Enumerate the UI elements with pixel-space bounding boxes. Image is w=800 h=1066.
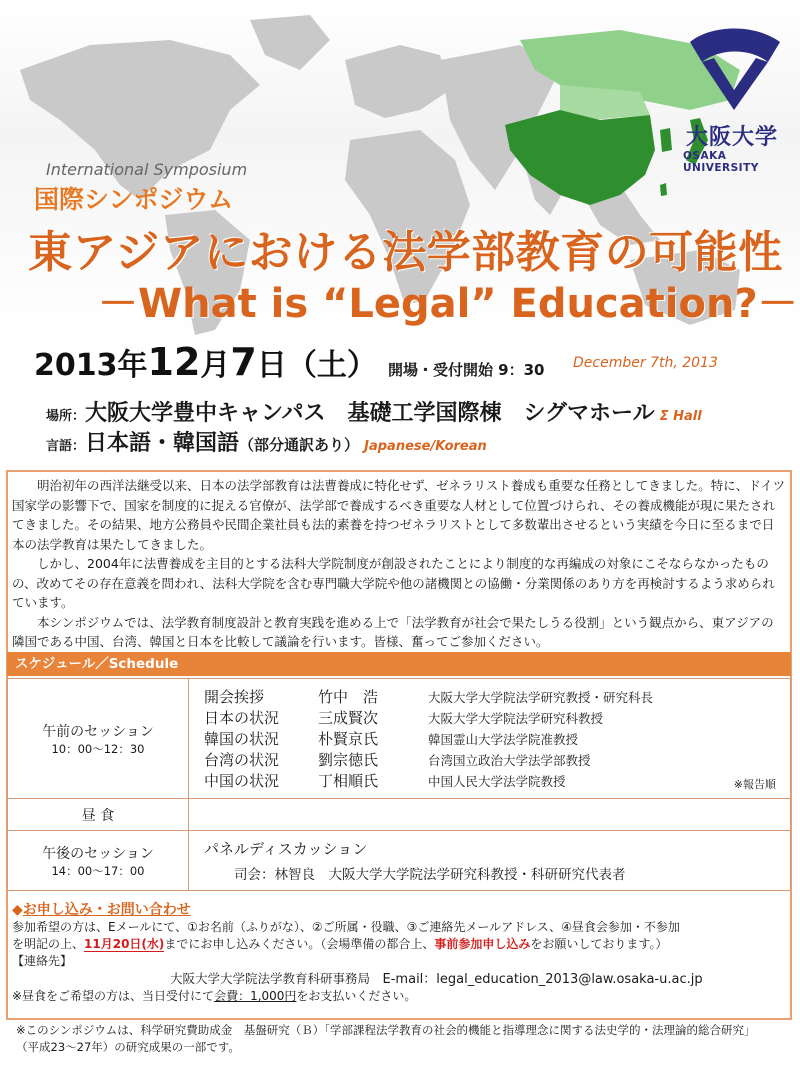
talk-speaker: 劉宗徳氏	[318, 751, 379, 769]
afternoon-session-row	[8, 831, 791, 891]
venue-row	[46, 396, 702, 427]
symposium-en-label: International Symposium	[46, 160, 248, 179]
lunch-label: 昼 食	[81, 807, 115, 824]
talk-affiliation: 中国人民大学法学院教授	[428, 773, 566, 789]
talk-row	[190, 749, 789, 770]
date-year: 2013年	[34, 348, 148, 383]
language-note: （部分通訳あり）	[239, 436, 360, 454]
report-order-note: ※報告順	[733, 778, 776, 791]
morning-session-row	[8, 679, 791, 799]
panel-chair: 司会：林智良 大阪大学大学院法学研究科教授・科研研究代表者	[234, 867, 626, 883]
logo-jp-text: 大阪大学	[686, 125, 779, 150]
application-line-2-a: を明記の上、	[12, 937, 85, 951]
contact-label: 【連絡先】	[12, 954, 73, 968]
intro-paragraph-2: しかし、2004年に法曹養成を主目的とする法科大学院制度が創設されたことにより制度的な再編成の対象にこそならなかったものの、改めてその存在意義を問われ、法科大学院を含む専門職大学院や他の諸機関との協働・分業関係のあり方を再検討するよう求められています。	[12, 556, 775, 610]
afternoon-session-cell	[8, 831, 189, 891]
contact-line	[12, 970, 788, 988]
date-day: 7	[230, 340, 257, 384]
language-value: 日本語・韓国語	[85, 431, 240, 456]
talk-speaker: 朴賢京氏	[318, 730, 379, 748]
language-row	[46, 426, 487, 457]
date-month: 12	[147, 340, 201, 384]
footer-line-2: （平成23～27年）の研究成果の一部です。	[16, 1040, 240, 1054]
talk-row	[190, 686, 789, 707]
morning-session-time: 10：00～12：30	[51, 741, 145, 756]
morning-session-cell	[8, 679, 189, 799]
intro-paragraph-1: 明治初年の西洋法継受以来、日本の法学部教育は法曹養成に特化せず、ゼネラリスト養成も重要な任務としてきました。特に、ドイツ国家学の影響下で、国家を制度的に捉える官僚が、法学部で養成するべき重要な人材として位置づけられ、その養成機能が現に果たされてきました。その結果、地方公務員や民間企業社員も法的素養を持つゼネラリストとして多数輩出させるという実績を今日に至るまで日本の法学教育は果たしてきました。	[12, 478, 786, 552]
talk-row	[190, 728, 789, 749]
open-time: 開場・受付開始 9：30	[387, 361, 545, 379]
lunch-fee: 会費：1,000円	[214, 989, 297, 1003]
talk-affiliation: 大阪大学大学院法学研究教授・研究科長	[428, 689, 654, 705]
page-subtitle: －What is “Legal” Education?－	[98, 281, 798, 327]
language-label: 言語：	[46, 439, 86, 454]
hero-banner	[0, 0, 800, 335]
lunch-fee-note	[12, 988, 788, 1005]
intro-text	[12, 476, 786, 652]
talk-topic: 韓国の状況	[204, 730, 280, 748]
date-month-suffix: 月	[200, 348, 231, 383]
footer-line-1: ※このシンポジウムは、科学研究費助成金 基盤研究（Ｂ）「学部課程法学教育の社会的機能と指導理念に関する法史学的・法理論的総合研究」	[16, 1023, 756, 1037]
application-heading-text: お申し込み・お問い合わせ	[22, 902, 191, 918]
talk-speaker: 三成賢次	[318, 709, 379, 727]
talk-topic: 中国の状況	[204, 772, 280, 790]
venue-en: Σ Hall	[659, 409, 702, 424]
application-line-1: 参加希望の方は、Eメールにて、①お名前（ふりがな）、②ご所属・役職、③ご連絡先メールアドレス、④昼食会参加・不参加	[12, 920, 680, 934]
talk-row	[190, 707, 789, 728]
talk-speaker: 竹中 浩	[318, 688, 379, 706]
lunch-cell	[8, 799, 189, 831]
talk-affiliation: 大阪大学大学院法学研究科教授	[428, 710, 604, 726]
page-title: 東アジアにおける法学部教育の可能性	[28, 227, 783, 278]
panel-discussion-title: パネルディスカッション	[204, 840, 368, 858]
lunch-row	[8, 799, 791, 831]
language-en: Japanese/Korean	[364, 439, 487, 454]
talk-row	[190, 770, 789, 791]
application-section	[12, 902, 788, 1005]
talk-affiliation: 韓国霊山大学法学院准教授	[428, 731, 579, 747]
talk-topic: 台湾の状況	[204, 751, 280, 769]
talk-speaker: 丁相順氏	[318, 772, 379, 790]
morning-talks-cell	[189, 679, 791, 799]
lunch-fee-note-a: ※昼食をご希望の方は、当日受付にて	[12, 989, 215, 1003]
logo-en-text: OSAKA UNIVERSITY	[683, 150, 759, 174]
morning-session-name: 午前のセッション	[42, 723, 154, 740]
contact-email[interactable]: E-mail：legal_education_2013@law.osaka-u.ac.jp	[382, 972, 703, 987]
venue-value: 大阪大学豊中キャンパス 基礎工学国際棟 シグマホール	[85, 401, 655, 426]
afternoon-session-name: 午後のセッション	[42, 845, 154, 862]
application-line-2-b: までにお申し込みください。（会場準備の都合上、	[164, 937, 435, 951]
application-heading-mark: ◆	[12, 902, 23, 918]
lunch-empty-cell	[189, 799, 791, 831]
application-line-2	[12, 936, 788, 953]
application-advance-registration: 事前参加申し込み	[434, 937, 531, 951]
schedule-heading: スケジュール／Schedule	[7, 652, 791, 676]
date-day-suffix: 日（土）	[256, 348, 377, 383]
schedule-table	[7, 678, 791, 891]
talk-affiliation: 台湾国立政治大学法学部教授	[428, 752, 591, 768]
talk-topic: 日本の状況	[204, 709, 280, 727]
venue-label: 場所：	[46, 409, 86, 424]
intro-paragraph-3: 本シンポジウムでは、法学教育制度設計と教育実践を進める上で「法学教育が社会で果たしうる役割」という観点から、東アジアの隣国である中国、台湾、韓国と日本を比較して議論を行います。皆様、奮ってご参加ください。	[12, 614, 774, 649]
afternoon-detail-cell	[189, 831, 791, 891]
application-line-2-c: をお願いしております。）	[530, 937, 668, 951]
talk-topic: 開会挨拶	[204, 688, 265, 706]
lunch-fee-note-b: をお支払いください。	[296, 989, 417, 1003]
event-date-en: December 7th, 2013	[573, 355, 718, 371]
footer-note	[16, 1022, 792, 1056]
application-heading	[12, 902, 788, 919]
contact-office: 大阪大学大学院法学教育科研事務局	[170, 971, 371, 986]
event-date	[34, 340, 544, 384]
application-deadline: 11月20日(水)	[84, 937, 165, 951]
symposium-jp-label: 国際シンポジウム	[34, 185, 234, 214]
afternoon-session-time: 14：00～17：00	[51, 863, 145, 878]
